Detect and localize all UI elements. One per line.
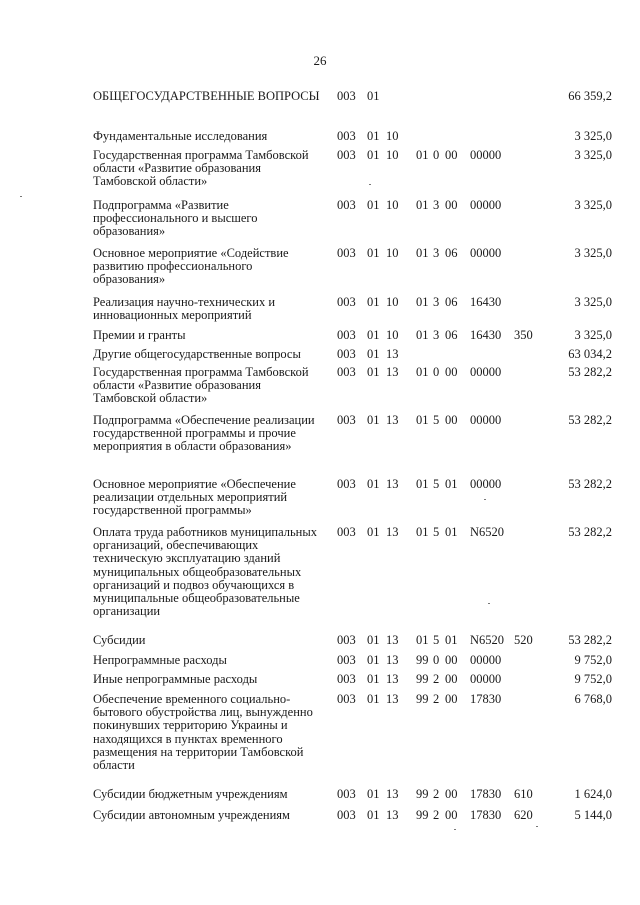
row-activity-code: 00 (445, 787, 458, 801)
row-admin-code: 003 (337, 787, 356, 801)
row-amount: 3 325,0 (574, 129, 612, 143)
row-amount: 3 325,0 (574, 198, 612, 212)
row-amount: 53 282,2 (568, 413, 612, 427)
row-section-code: 01 (367, 653, 380, 667)
row-direction-code: 00000 (470, 365, 502, 379)
row-amount: 9 752,0 (574, 672, 612, 686)
row-section-code: 01 (367, 633, 380, 647)
row-section-code: 01 (367, 672, 380, 686)
row-section-code: 01 (367, 246, 380, 260)
row-amount: 53 282,2 (568, 477, 612, 491)
table-row (0, 149, 640, 199)
table-row (0, 654, 640, 673)
table-row (0, 809, 640, 829)
row-subprogram-code: 2 (433, 787, 440, 801)
row-name: Подпрограмма «Развитие профессионального и высшего образования» (93, 198, 258, 239)
row-direction-code: 00000 (470, 477, 502, 491)
row-subprogram-code: 3 (433, 246, 440, 260)
row-admin-code: 003 (337, 413, 356, 427)
row-amount: 1 624,0 (574, 787, 612, 801)
row-direction-code: N6520 (470, 525, 505, 539)
row-program-code: 01 (416, 365, 429, 379)
row-subprogram-code: 0 (433, 365, 440, 379)
row-subsection-code: 13 (386, 692, 399, 706)
row-program-code: 01 (416, 413, 429, 427)
table-row (0, 199, 640, 247)
row-section-code: 01 (367, 89, 380, 103)
row-name: Фундаментальные исследования (93, 129, 268, 143)
table-row (0, 366, 640, 414)
row-name: Подпрограмма «Обеспечение реализации государственной программы и прочие мероприятия в области образования» (93, 413, 315, 454)
row-name: Основное мероприятие «Обеспечение реализации отдельных мероприятий государственной программы» (93, 477, 296, 518)
row-program-code: 01 (416, 246, 429, 260)
row-program-code: 01 (416, 328, 429, 342)
row-activity-code: 01 (445, 633, 458, 647)
row-activity-code: 01 (445, 477, 458, 491)
row-subsection-code: 10 (386, 328, 399, 342)
row-admin-code: 003 (337, 198, 356, 212)
row-activity-code: 06 (445, 295, 458, 309)
row-name: Обеспечение временного социально-бытового обустройства лиц, вынужденно покинувших территорию Украины и находящихся в пунктах временного размещения на территории Тамбовской области (93, 692, 313, 773)
row-section-code: 01 (367, 198, 380, 212)
row-activity-code: 06 (445, 328, 458, 342)
row-direction-code: 00000 (470, 148, 502, 162)
row-subsection-code: 10 (386, 198, 399, 212)
row-subprogram-code: 0 (433, 653, 440, 667)
row-name: ОБЩЕГОСУДАРСТВЕННЫЕ ВОПРОСЫ (93, 89, 320, 103)
row-subprogram-code: 5 (433, 477, 440, 491)
row-subsection-code: 10 (386, 129, 399, 143)
row-program-code: 99 (416, 653, 429, 667)
scan-speck (488, 603, 490, 604)
table-row (0, 526, 640, 634)
row-subprogram-code: 3 (433, 198, 440, 212)
row-name: Субсидии бюджетным учреждениям (93, 787, 288, 801)
row-activity-code: 00 (445, 653, 458, 667)
row-activity-code: 00 (445, 692, 458, 706)
scan-speck (20, 196, 22, 197)
budget-table (0, 90, 640, 829)
row-subsection-code: 13 (386, 787, 399, 801)
table-row (0, 414, 640, 478)
row-amount: 53 282,2 (568, 525, 612, 539)
row-amount: 3 325,0 (574, 148, 612, 162)
scan-speck (536, 826, 538, 827)
row-amount: 53 282,2 (568, 633, 612, 647)
row-subprogram-code: 3 (433, 328, 440, 342)
row-activity-code: 01 (445, 525, 458, 539)
row-section-code: 01 (367, 365, 380, 379)
row-program-code: 99 (416, 672, 429, 686)
row-section-code: 01 (367, 328, 380, 342)
row-program-code: 01 (416, 295, 429, 309)
row-admin-code: 003 (337, 148, 356, 162)
row-admin-code: 003 (337, 525, 356, 539)
row-subsection-code: 13 (386, 365, 399, 379)
row-expense-type-code: 520 (514, 633, 533, 647)
row-direction-code: N6520 (470, 633, 505, 647)
row-admin-code: 003 (337, 129, 356, 143)
row-program-code: 99 (416, 808, 429, 822)
row-name: Непрограммные расходы (93, 653, 227, 667)
row-direction-code: 00000 (470, 198, 502, 212)
row-direction-code: 17830 (470, 692, 502, 706)
row-admin-code: 003 (337, 808, 356, 822)
row-subprogram-code: 2 (433, 692, 440, 706)
row-subsection-code: 13 (386, 525, 399, 539)
row-subsection-code: 13 (386, 633, 399, 647)
row-subprogram-code: 2 (433, 672, 440, 686)
row-direction-code: 00000 (470, 653, 502, 667)
row-direction-code: 17830 (470, 787, 502, 801)
row-subsection-code: 13 (386, 808, 399, 822)
table-row (0, 247, 640, 296)
row-subprogram-code: 2 (433, 808, 440, 822)
row-activity-code: 00 (445, 148, 458, 162)
row-activity-code: 00 (445, 672, 458, 686)
row-expense-type-code: 350 (514, 328, 533, 342)
row-subsection-code: 13 (386, 413, 399, 427)
row-admin-code: 003 (337, 347, 356, 361)
table-row (0, 673, 640, 693)
row-activity-code: 00 (445, 413, 458, 427)
scan-speck (454, 829, 456, 830)
row-name: Государственная программа Тамбовской области «Развитие образования Тамбовской области» (93, 148, 309, 189)
row-name: Премии и гранты (93, 328, 186, 342)
row-program-code: 99 (416, 787, 429, 801)
row-direction-code: 00000 (470, 246, 502, 260)
row-amount: 6 768,0 (574, 692, 612, 706)
row-subprogram-code: 5 (433, 633, 440, 647)
row-name: Иные непрограммные расходы (93, 672, 258, 686)
row-program-code: 01 (416, 198, 429, 212)
row-subprogram-code: 3 (433, 295, 440, 309)
table-row (0, 90, 640, 130)
row-name: Другие общегосударственные вопросы (93, 347, 301, 361)
table-row (0, 634, 640, 654)
row-admin-code: 003 (337, 89, 356, 103)
row-admin-code: 003 (337, 653, 356, 667)
row-program-code: 01 (416, 525, 429, 539)
scan-speck (484, 499, 486, 500)
row-section-code: 01 (367, 129, 380, 143)
row-section-code: 01 (367, 347, 380, 361)
row-activity-code: 06 (445, 246, 458, 260)
row-program-code: 01 (416, 477, 429, 491)
row-amount: 3 325,0 (574, 295, 612, 309)
row-section-code: 01 (367, 808, 380, 822)
row-subprogram-code: 5 (433, 413, 440, 427)
row-amount: 3 325,0 (574, 246, 612, 260)
row-admin-code: 003 (337, 365, 356, 379)
row-name: Субсидии (93, 633, 146, 647)
table-row (0, 296, 640, 329)
row-subsection-code: 10 (386, 295, 399, 309)
row-subprogram-code: 0 (433, 148, 440, 162)
row-direction-code: 16430 (470, 328, 502, 342)
row-name: Реализация научно-технических и инновационных мероприятий (93, 295, 276, 323)
row-section-code: 01 (367, 787, 380, 801)
row-name: Оплата труда работников муниципальных организаций, обеспечивающих техническую эксплуатацию зданий муниципальных общеобразовательных организаций и подвоз обучающихся в муниципальные общеобразовательные организации (93, 525, 318, 619)
table-row (0, 348, 640, 366)
page-number: 26 (313, 53, 327, 68)
row-direction-code: 00000 (470, 413, 502, 427)
row-amount: 53 282,2 (568, 365, 612, 379)
row-name: Государственная программа Тамбовской области «Развитие образования Тамбовской области» (93, 365, 309, 406)
row-direction-code: 00000 (470, 672, 502, 686)
row-amount: 5 144,0 (574, 808, 612, 822)
row-section-code: 01 (367, 692, 380, 706)
row-admin-code: 003 (337, 633, 356, 647)
row-amount: 63 034,2 (568, 347, 612, 361)
table-row (0, 693, 640, 788)
row-admin-code: 003 (337, 295, 356, 309)
row-section-code: 01 (367, 477, 380, 491)
table-row (0, 130, 640, 149)
row-admin-code: 003 (337, 328, 356, 342)
row-section-code: 01 (367, 413, 380, 427)
scan-speck (369, 184, 371, 185)
row-program-code: 01 (416, 633, 429, 647)
row-amount: 3 325,0 (574, 328, 612, 342)
row-admin-code: 003 (337, 692, 356, 706)
row-name: Основное мероприятие «Содействие развитию профессионального образования» (93, 246, 289, 287)
row-section-code: 01 (367, 295, 380, 309)
row-subsection-code: 13 (386, 477, 399, 491)
table-row (0, 329, 640, 348)
row-amount: 9 752,0 (574, 653, 612, 667)
row-subsection-code: 13 (386, 347, 399, 361)
row-subsection-code: 13 (386, 653, 399, 667)
row-amount: 66 359,2 (568, 89, 612, 103)
row-section-code: 01 (367, 148, 380, 162)
row-program-code: 99 (416, 692, 429, 706)
row-section-code: 01 (367, 525, 380, 539)
row-direction-code: 17830 (470, 808, 502, 822)
row-admin-code: 003 (337, 672, 356, 686)
row-activity-code: 00 (445, 198, 458, 212)
row-program-code: 01 (416, 148, 429, 162)
row-name: Субсидии автономным учреждениям (93, 808, 290, 822)
row-admin-code: 003 (337, 246, 356, 260)
row-expense-type-code: 620 (514, 808, 533, 822)
row-subsection-code: 13 (386, 672, 399, 686)
row-direction-code: 16430 (470, 295, 502, 309)
row-subsection-code: 10 (386, 246, 399, 260)
row-subsection-code: 10 (386, 148, 399, 162)
row-activity-code: 00 (445, 365, 458, 379)
table-row (0, 788, 640, 809)
row-activity-code: 00 (445, 808, 458, 822)
row-subprogram-code: 5 (433, 525, 440, 539)
table-row (0, 478, 640, 526)
row-admin-code: 003 (337, 477, 356, 491)
row-expense-type-code: 610 (514, 787, 533, 801)
